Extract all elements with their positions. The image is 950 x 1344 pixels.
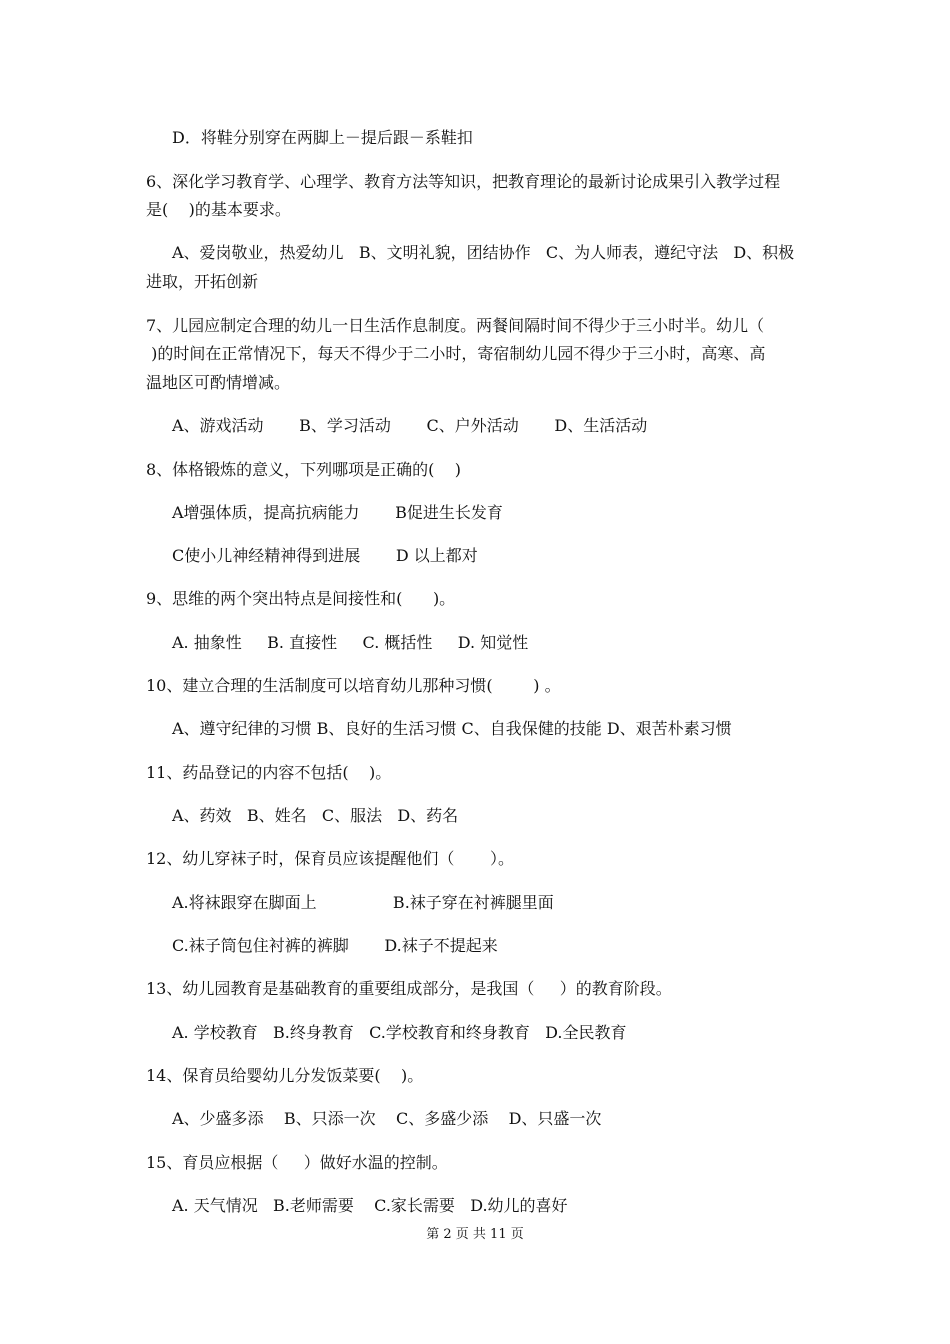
question-14-options: A、少盛多添 B、只添一次 C、多盛少添 D、只盛一次 — [172, 1109, 602, 1128]
question-12-options-row2: C.袜子筒包住衬裤的裤脚 D.袜子不提起来 — [172, 936, 498, 955]
question-15-options: A. 天气情况 B.老师需要 C.家长需要 D.幼儿的喜好 — [172, 1196, 568, 1215]
question-13-options: A. 学校教育 B.终身教育 C.学校教育和终身教育 D.全民教育 — [172, 1023, 627, 1042]
question-6-cont: 是( )的基本要求。 — [146, 200, 291, 219]
question-10-options: A、遵守纪律的习惯 B、良好的生活习惯 C、自我保健的技能 D、艰苦朴素习惯 — [172, 719, 732, 738]
question-8-options-row1: A增强体质，提高抗病能力 B促进生长发育 — [172, 503, 503, 522]
question-14: 14、保育员给婴幼儿分发饭菜要( )。 — [146, 1066, 424, 1085]
question-12: 12、幼儿穿袜子时，保育员应该提醒他们（ ）。 — [146, 849, 514, 868]
q5-option-d: D．将鞋分别穿在两脚上－提后跟－系鞋扣 — [172, 128, 473, 147]
question-9: 9、思维的两个突出特点是间接性和( )。 — [146, 589, 456, 608]
question-7-cont-2: 温地区可酌情增减。 — [146, 373, 291, 392]
question-7: 7、儿园应制定合理的幼儿一日生活作息制度。两餐间隔时间不得少于三小时半。幼儿（ — [146, 316, 765, 335]
question-10: 10、建立合理的生活制度可以培育幼儿那种习惯( ) 。 — [146, 676, 561, 695]
question-11: 11、药品登记的内容不包括( )。 — [146, 763, 392, 782]
question-7-options: A、游戏活动 B、学习活动 C、户外活动 D、生活活动 — [172, 416, 648, 435]
question-6-options: A、爱岗敬业，热爱幼儿 B、文明礼貌，团结协作 C、为人师表，遵纪守法 D、积极 — [172, 243, 795, 262]
question-6-options-cont: 进取，开拓创新 — [146, 272, 259, 291]
question-8: 8、体格锻炼的意义，下列哪项是正确的( ) — [146, 460, 462, 479]
question-8-options-row2: C使小儿神经精神得到进展 D 以上都对 — [172, 546, 478, 565]
question-12-options-row1: A.将袜跟穿在脚面上 B.袜子穿在衬裤腿里面 — [172, 893, 554, 912]
question-13: 13、幼儿园教育是基础教育的重要组成部分，是我国（ ）的教育阶段。 — [146, 979, 672, 998]
question-9-options: A. 抽象性 B. 直接性 C. 概括性 D. 知觉性 — [172, 633, 529, 652]
question-11-options: A、药效 B、姓名 C、服法 D、药名 — [172, 806, 459, 825]
question-7-cont: )的时间在正常情况下，每天不得少于二小时，寄宿制幼儿园不得少于三小时，高寒、高 — [146, 344, 766, 363]
question-6: 6、深化学习教育学、心理学、教育方法等知识，把教育理论的最新讨论成果引入教学过程 — [146, 172, 781, 191]
question-15: 15、育员应根据（ ）做好水温的控制。 — [146, 1153, 448, 1172]
page-footer: 第 2 页 共 11 页 — [426, 1227, 524, 1242]
